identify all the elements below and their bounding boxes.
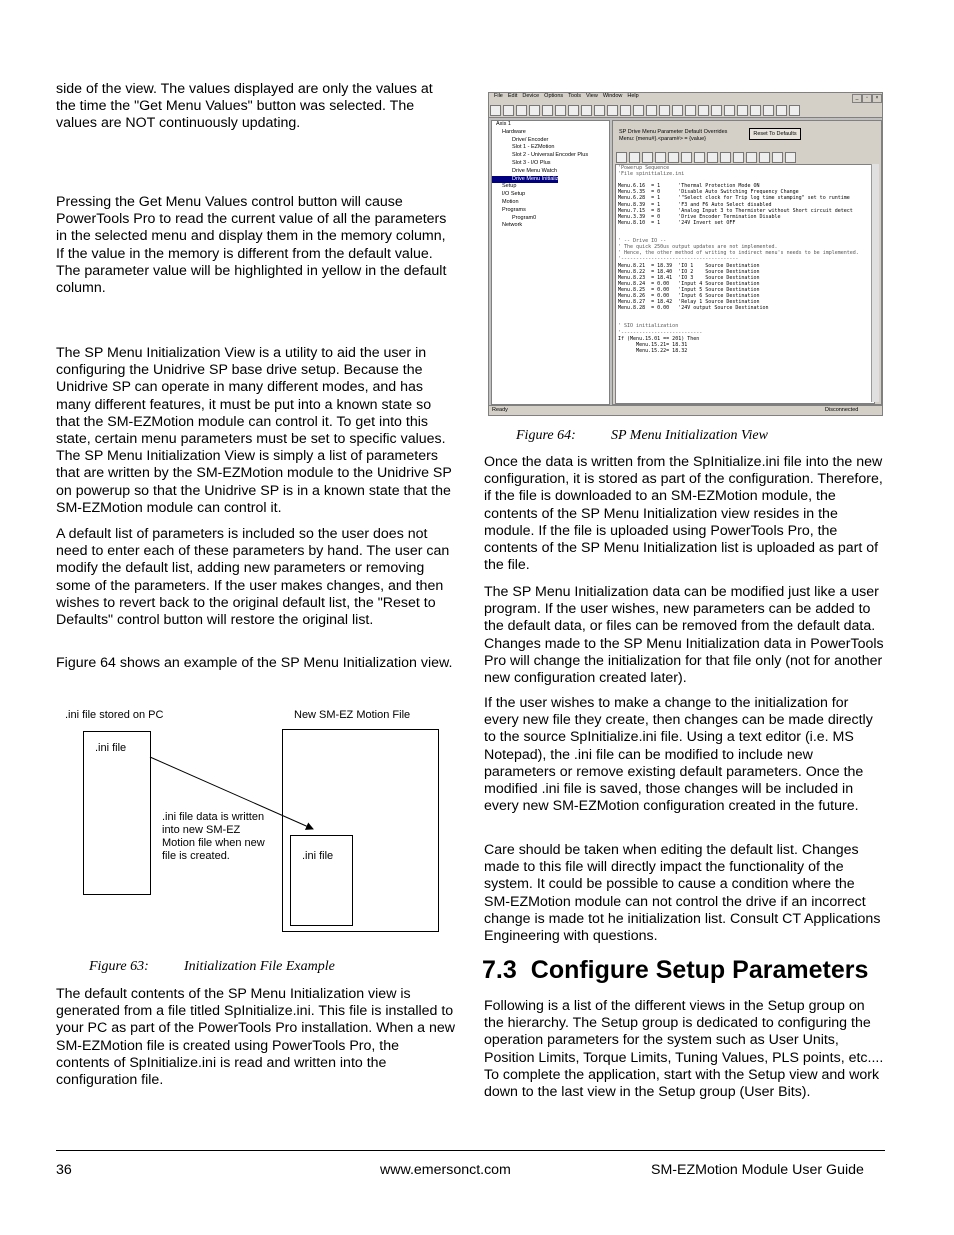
- figure-63-caption: [89, 959, 335, 975]
- tree-item: Motion: [502, 198, 519, 205]
- menu-item: Window: [602, 93, 623, 99]
- footer-guide-title: SM-EZMotion Module User Guide: [651, 1162, 864, 1178]
- code-line: 'Powerup Sequence: [618, 165, 670, 171]
- footer-url: www.emersonct.com: [380, 1162, 511, 1178]
- left-paragraph: A default list of parameters is included so the user does not need to enter each of these parameters by hand. The user can modify the default list, adding new parameters or removing some of the parameters. If the user makes changes, and then wishes to revert back to the original default list, the "Reset to Defaults" control button will restore the original list.: [56, 526, 450, 629]
- code-line: ' The quick 250us output updates are not implemented.: [618, 244, 778, 251]
- footer-rule: [56, 1150, 885, 1151]
- restore-icon: ▫: [862, 94, 872, 103]
- code-line: Menu.6.28 = 1 '"Select clock for Trip log time stamping" set to runtime: [618, 195, 850, 202]
- menu-item: Help: [627, 93, 639, 99]
- page-number: 36: [56, 1162, 72, 1178]
- code-line: ' -- Drive IO --: [618, 238, 667, 245]
- minimize-icon: _: [852, 94, 862, 103]
- code-line: Menu.8.22 = 18.40 'IO 2 Source Destination: [618, 268, 760, 275]
- tree-item: Program0: [512, 214, 537, 221]
- code-line: Menu.15.22= 18.32: [618, 347, 688, 354]
- hierarchy-tree: [491, 120, 610, 405]
- diagram-right-title: New SM-EZ Motion File: [294, 709, 411, 721]
- code-line: Menu.8.21 = 18.39 'IO 1 Source Destination: [618, 262, 760, 269]
- menu-item: Edit: [507, 93, 518, 99]
- tree-item: Programs: [502, 206, 526, 213]
- section-paragraph: Following is a list of the different views in the Setup group on the hierarchy. The Setup group is dedicated to configuring the operation parameters for the system such as User Units, Position Limits, Torque Limits, Tuning Values, PLS points, etc.... To complete the application, start with the Setup view and work down to the last view in the Setup group (User Bits).: [484, 998, 884, 1101]
- status-ready: Ready: [492, 407, 508, 413]
- panel-title: [619, 129, 727, 142]
- code-line: Menu.8.10 = 1 '24V Invert set OFF: [618, 219, 736, 226]
- status-connection: Disconnected: [825, 407, 859, 413]
- toolbar: [489, 103, 882, 118]
- right-paragraph: Care should be taken when editing the default list. Changes made to this file will directly impact the functionality of the system. It could be possible to cause a condition where the SM-EZMotion module can not control the drive if an incorrect change is made tot he initialization list. Consult CT Applications Engineering with questions.: [484, 842, 881, 945]
- tree-item: Slot 1 - EZMotion: [512, 144, 555, 151]
- tree-item: Setup: [502, 183, 517, 190]
- tree-item: Axis 1: [496, 121, 511, 127]
- code-line: Menu.8.23 = 18.41 'IO 3 Source Destination: [618, 274, 760, 281]
- figure-64-number: Figure 64:: [516, 428, 576, 443]
- left-paragraph: The default contents of the SP Menu Initialization view is generated from a file titled SpInitialize.ini. This file is installed to your PC as part of the PowerTools Pro installation. When a new SM-EZMotion file is created using PowerTools Pro, the contents of SpInitialize.ini is read and written into the configuration file.: [56, 986, 456, 1089]
- section-title: Configure Setup Parameters: [530, 956, 869, 984]
- right-paragraph: If the user wishes to make a change to the initialization for every new file they create, then changes can be made directly to the source SpInitialize.ini file. Using a text editor (i.e. MS Notepad), the .ini file can be modified to include new parameters or remove existing default parameters. Once the modified .ini file is saved, those changes will be included in every new SM-EZMotion configuration created in the future.: [484, 695, 873, 815]
- status-bar: [489, 405, 882, 415]
- code-line: Menu.8.27 = 18.42 'Relay 1 Source Destination: [618, 299, 760, 306]
- initialization-panel: [612, 120, 882, 405]
- code-line: Menu.8.28 = 0.00 '24V output Source Destination: [618, 305, 769, 312]
- tree-item: Slot 3 - I/O Plus: [512, 159, 551, 166]
- figure-63-number: Figure 63:: [89, 959, 149, 974]
- close-icon: ×: [872, 94, 882, 103]
- arrow-note: .ini file data is written into new SM-EZ Motion file when new file is created.: [162, 811, 265, 862]
- menu-item: Device: [522, 93, 540, 99]
- diagram-left-title: .ini file stored on PC: [65, 709, 164, 721]
- code-line: ' SIO initialization: [618, 323, 679, 330]
- code-line: Menu.7.15 = 8 'Analog Input 3 to Thermister without Short circuit detect: [618, 207, 853, 214]
- sp-menu-initialization-screenshot: [488, 92, 883, 416]
- code-line: Menu.8.39 = 1 'F3 and F6 Auto Select disabled: [618, 201, 772, 208]
- right-paragraph: Once the data is written from the SpInitialize.ini file into the new configuration, it is stored as part of the configuration. Therefore, if the file is downloaded to an SM-EZMotion module, the contents of the SP Menu Initialization view resides in the module. If the file is uploaded using PowerTools Pro, the contents of the SP Menu Initialization list is uploaded as part of the file.: [484, 454, 883, 574]
- code-line: Menu.8.24 = 0.00 'Input 4 Source Destination: [618, 280, 760, 287]
- code-line: Menu.15.21= 18.31: [618, 341, 688, 348]
- scrollbar: [871, 164, 879, 402]
- figure-64-caption: [516, 428, 768, 444]
- section-number: 7.3: [482, 956, 517, 984]
- pc-ini-file-label: .ini file: [95, 742, 127, 754]
- code-line: '---------------------------: [618, 329, 703, 336]
- code-line: If (Menu.15.01 == 201) Then: [618, 335, 700, 342]
- code-editor: [615, 164, 875, 404]
- code-line: Menu.5.35 = 0 'Disable Auto Switching Frequency Change: [618, 189, 799, 196]
- code-line: Menu.6.16 = 1 'Thermal Protection Mode ON: [618, 183, 760, 190]
- menu-item: View: [585, 93, 598, 99]
- code-line: 'File spinitialize.ini: [618, 171, 685, 178]
- section-heading: [482, 956, 868, 985]
- menu-item: Tools: [568, 93, 581, 99]
- tree-item: Hardware: [502, 128, 526, 135]
- code-line: '---------------------------------------: [618, 256, 739, 263]
- code-line: Menu.3.39 = 0 'Drive Encoder Termination Disable: [618, 213, 781, 220]
- figure-63-title: Initialization File Example: [184, 959, 335, 974]
- tree-item: Drive Menu Watch: [512, 167, 558, 174]
- menu-bar: [489, 93, 882, 103]
- left-paragraph: Pressing the Get Menu Values control button will cause PowerTools Pro to read the current value of all the parameters in the selected menu and display them in the memory column, If the value in the memory is different from the default value. The parameter value will be highlighted in yellow in the default column.: [56, 194, 447, 297]
- tree-item: Drive/ Encoder: [512, 136, 549, 143]
- code-line: Menu.8.25 = 0.00 'Input 5 Source Destination: [618, 286, 760, 293]
- left-paragraph: The SP Menu Initialization View is a utility to aid the user in configuring the Unidrive SP base drive setup. Because the Unidrive SP can operate in many different modes, and has many different features, it must be put into a known state so that the SM-EZMotion module can control it. To get into this state, certain menu parameters must be set to specific values. The SP Menu Initialization View is simply a list of parameters that are written by the SM-EZMotion module to the Unidrive SP on powerup so that the Unidrive SP is in a known state that the SM-EZMotion module can control it.: [56, 345, 452, 516]
- menu-item: Options: [544, 93, 564, 99]
- code-line: Menu.8.26 = 0.00 'Input 6 Source Destination: [618, 292, 760, 299]
- menu-item: File: [494, 93, 503, 99]
- new-ini-file-label: .ini file: [302, 850, 334, 862]
- left-paragraph: Figure 64 shows an example of the SP Menu Initialization view.: [56, 655, 453, 671]
- figure-64-title: SP Menu Initialization View: [611, 428, 768, 443]
- reset-to-defaults-button: Reset To Defaults: [749, 128, 801, 140]
- tree-item: Network: [502, 222, 523, 229]
- left-paragraph: side of the view. The values displayed are only the values at the time the "Get Menu Values" button was selected. The values are NOT continuously updating.: [56, 81, 433, 132]
- code-line: ' Hence, the other method of writing to indirect menu's needs to be implemented.: [618, 250, 859, 257]
- right-paragraph: The SP Menu Initialization data can be modified just like a user program. If the user wishes, new parameters can be added to the default data, or files can be removed from the default data. Changes made to the SP Menu Initialization data in PowerTools Pro will change the initialization for that file only (not for another new configuration created later).: [484, 584, 884, 687]
- tree-item: I/O Setup: [502, 191, 526, 198]
- tree-item: Slot 2 - Universal Encoder Plus: [512, 152, 589, 159]
- panel-title-line: SP Drive Menu Parameter Default Overrides: [619, 129, 728, 135]
- panel-toolbar: [615, 151, 877, 163]
- panel-title-line: Menu: {menu#}.<param#> = {value}: [619, 135, 706, 142]
- tree-item: Drive Menu Initializ: [492, 176, 558, 184]
